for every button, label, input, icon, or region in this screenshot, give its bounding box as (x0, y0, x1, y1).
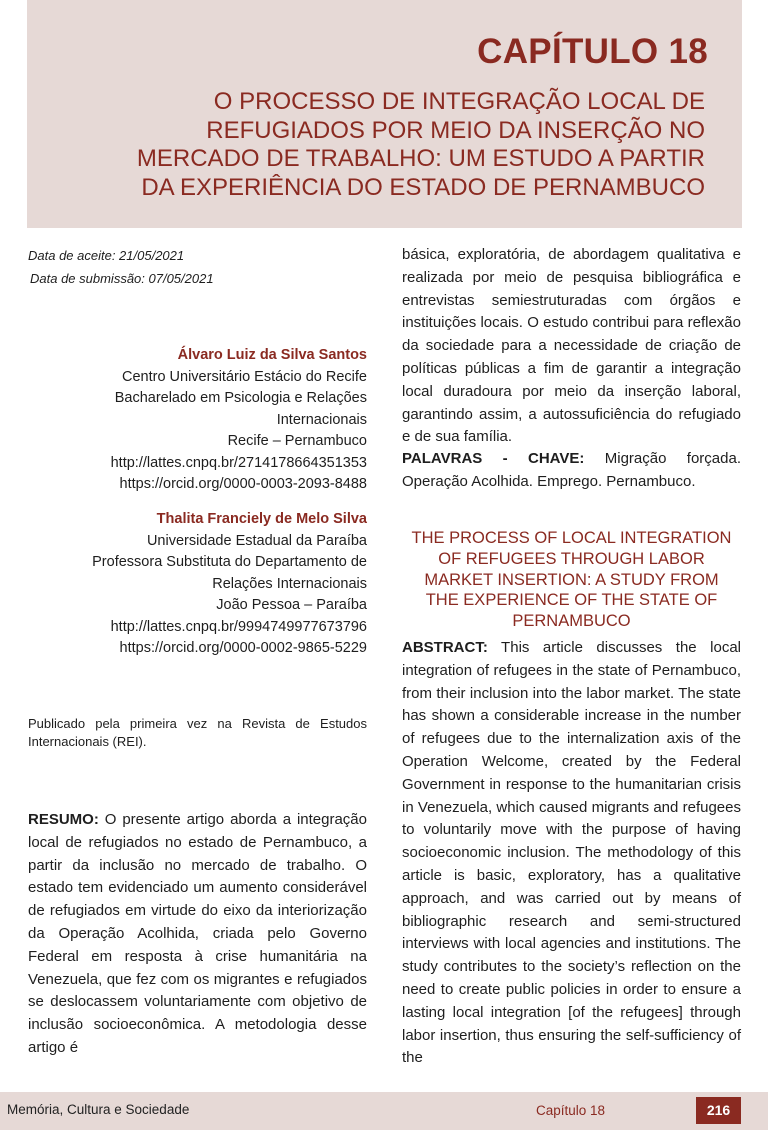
author-location: João Pessoa – Paraíba (216, 597, 367, 613)
author-affiliation: Centro Universitário Estácio do Recife (122, 368, 367, 385)
chapter-header (27, 0, 742, 228)
author-name: Thalita Franciely de Melo Silva (156, 511, 367, 527)
resumo-text: O presente artigo aborda a integração local de refugiados no estado de Pernambuco, a partir da inclusão no mercado de trabalho. O estado tem evidenciado um aumento considerável de refugiados em virtude do eixo da interiorização da Operação Acolhida, criada pelo Governo Federal em resposta à crise humanitária na Venezuela, que fez com os migrantes e refugiados se deslocassem voluntariamente com objetivo de inclusão socioeconômica. A metodologia desse artigo é (28, 811, 367, 1056)
english-title-line: THE PROCESS OF LOCAL INTEGRATION (411, 529, 732, 547)
abstract-label: ABSTRACT: (402, 639, 488, 656)
author-name: Álvaro Luiz da Silva Santos (177, 347, 367, 363)
accepted-date: Data de aceite: 21/05/2021 (28, 248, 185, 263)
footer-chapter: Capítulo 18 (536, 1103, 606, 1118)
english-title (402, 528, 741, 632)
title-line: MERCADO DE TRABALHO: UM ESTUDO A PARTIR (136, 145, 705, 172)
submitted-date: Data de submissão: 07/05/2021 (30, 271, 214, 286)
title-line: O PROCESSO DE INTEGRAÇÃO LOCAL DE (213, 88, 705, 115)
dates-block (28, 244, 214, 290)
author-lattes-link[interactable]: http://lattes.cnpq.br/2714178664351353 (110, 454, 367, 471)
resumo-continuation: básica, exploratória, de abordagem qualitativa e realizada por meio de pesquisa bibliográfica e entrevistas semiestruturadas com órgãos e instituições locais. O estudo contribui para reflexão da sociedade para a necessidade de criação de políticas públicas a fim de garantir a integração local duradoura por meio da inserção laboral, garantindo assim, a autossuficiência do refugiado e de sua família. (402, 246, 741, 446)
abstract-text: This article discusses the local integration of refugees in the state of Pernambuco, from their inclusion into the labor market. The state has shown a considerable increase in the number of refugees due to the internalization axis of the Operation Welcome, created by the Federal Government in response to the humanitarian crisis in Venezuela, which caused migrants and refugees to voluntarily move with the purpose of having socioeconomic inclusion. The methodology of this article is basic, exploratory, has a qualitative approach, and was carried out by means of bibliographic research and semi-structured interviews with local agencies and institutions. The study contributes to the society’s reflection on the need to create public policies in order to ensure a lasting local integration [of the refugees] through labor insertion, thus ensuring the self-sufficiency of the (402, 639, 741, 1067)
abstract-paragraph (402, 637, 741, 1070)
publication-note: Publicado pela primeira vez na Revista de Estudos Internacionais (REI). (28, 716, 367, 749)
english-title-line: OF REFUGEES THROUGH LABOR (438, 549, 705, 568)
author-lattes-link[interactable]: http://lattes.cnpq.br/9994749977673796 (110, 618, 367, 635)
keywords-paragraph (402, 448, 741, 494)
author-block (27, 509, 367, 660)
author-location: Recife – Pernambuco (227, 433, 367, 449)
chapter-title (45, 88, 705, 202)
author-affiliation: Bacharelado em Psicologia e Relações (114, 390, 367, 406)
author-affiliation: Universidade Estadual da Paraíba (146, 532, 367, 549)
resumo-paragraph (28, 809, 367, 1060)
author-affiliation: Internacionais (276, 411, 367, 428)
page-number: 216 (696, 1097, 741, 1124)
page-footer (0, 1092, 768, 1130)
english-title-line: THE EXPERIENCE OF THE STATE OF (425, 591, 718, 610)
chapter-number: CAPÍTULO 18 (477, 32, 708, 71)
author-affiliation: Professora Substituta do Departamento de (92, 554, 367, 570)
title-line: REFUGIADOS POR MEIO DA INSERÇÃO NO (206, 116, 705, 144)
author-orcid-link[interactable]: https://orcid.org/0000-0003-2093-8488 (119, 476, 367, 492)
author-affiliation: Relações Internacionais (212, 575, 367, 592)
title-line: DA EXPERIÊNCIA DO ESTADO DE PERNAMBUCO (141, 173, 705, 201)
english-title-line: MARKET INSERTION: A STUDY FROM (424, 570, 719, 589)
author-block (27, 345, 367, 496)
author-orcid-link[interactable]: https://orcid.org/0000-0002-9865-5229 (119, 640, 367, 656)
keywords-label: PALAVRAS - CHAVE: (402, 450, 585, 467)
resumo-label: RESUMO: (28, 811, 99, 828)
english-title-line: PERNAMBUCO (512, 612, 631, 631)
keywords-text: Migração forçada. Operação Acolhida. Emprego. Pernambuco. (402, 450, 741, 490)
footer-book-title: Memória, Cultura e Sociedade (7, 1102, 190, 1117)
